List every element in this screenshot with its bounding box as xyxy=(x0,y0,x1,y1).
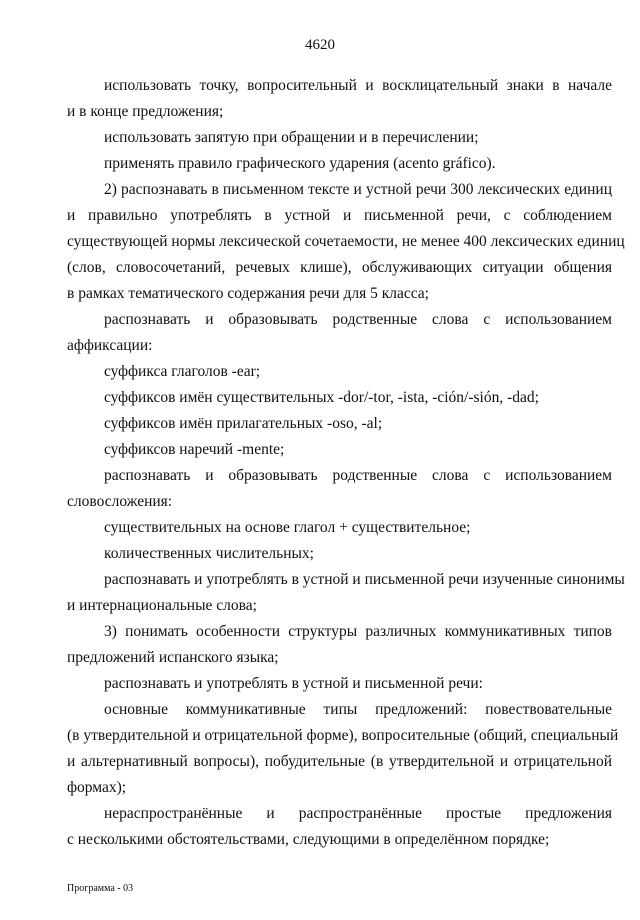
text-line-27: и альтернативный вопросы), побудительные (в утвердительной и отрицательной xyxy=(67,753,612,770)
text-line-2: и в конце предложения; xyxy=(67,103,224,120)
text-line-26: (в утвердительной и отрицательной форме), вопросительные (общий, специальный xyxy=(67,727,619,744)
text-line-1: использовать точку, вопросительный и восклицательный знаки в начале xyxy=(104,77,612,94)
text-line-12: суффикса глаголов -ear; xyxy=(104,363,261,380)
text-line-16: распознавать и образовывать родственные слова с использованием xyxy=(104,467,612,484)
text-line-8: (слов, словосочетаний, речевых клише), обслуживающих ситуации общения xyxy=(67,259,612,276)
text-line-6: и правильно употреблять в устной и письменной речи, с соблюдением xyxy=(67,207,612,224)
text-line-24: распознавать и употреблять в устной и письменной речи: xyxy=(104,675,483,692)
text-line-4: применять правило графического ударения (acento gráfico). xyxy=(104,155,496,172)
text-line-19: количественных числительных; xyxy=(104,545,314,562)
text-line-11: аффиксации: xyxy=(67,337,153,354)
text-line-14: суффиксов имён прилагательных -oso, -al; xyxy=(104,415,383,432)
text-line-23: предложений испанского языка; xyxy=(67,649,279,666)
text-line-30: с несколькими обстоятельствами, следующими в определённом порядке; xyxy=(67,831,550,848)
text-line-25: основные коммуникативные типы предложений: повествовательные xyxy=(104,701,612,718)
text-line-22: 3) понимать особенности структуры различных коммуникативных типов xyxy=(104,623,612,640)
text-line-10: распознавать и образовывать родственные слова с использованием xyxy=(104,311,612,328)
text-line-15: суффиксов наречий -mente; xyxy=(104,441,285,458)
page-number: 4620 xyxy=(305,37,335,53)
text-line-21: и интернациональные слова; xyxy=(67,597,257,614)
text-line-17: словосложения: xyxy=(67,493,173,510)
text-line-3: использовать запятую при обращении и в перечислении; xyxy=(104,129,479,146)
text-line-13: суффиксов имён существительных -dor/-tor, -ista, -ción/-sión, -dad; xyxy=(104,389,539,406)
text-line-20: распознавать и употреблять в устной и письменной речи изученные синонимы xyxy=(104,571,625,588)
text-line-5: 2) распознавать в письменном тексте и устной речи 300 лексических единиц xyxy=(104,181,612,198)
text-line-7: существующей нормы лексической сочетаемости, не менее 400 лексических единиц xyxy=(67,233,625,250)
text-line-18: существительных на основе глагол + существительное; xyxy=(104,519,471,536)
text-line-28: формах); xyxy=(67,779,127,796)
page-footer: Программа - 03 xyxy=(67,883,134,894)
text-line-29: нераспространённые и распространённые простые предложения xyxy=(104,805,612,822)
text-line-9: в рамках тематического содержания речи для 5 класса; xyxy=(67,285,429,302)
